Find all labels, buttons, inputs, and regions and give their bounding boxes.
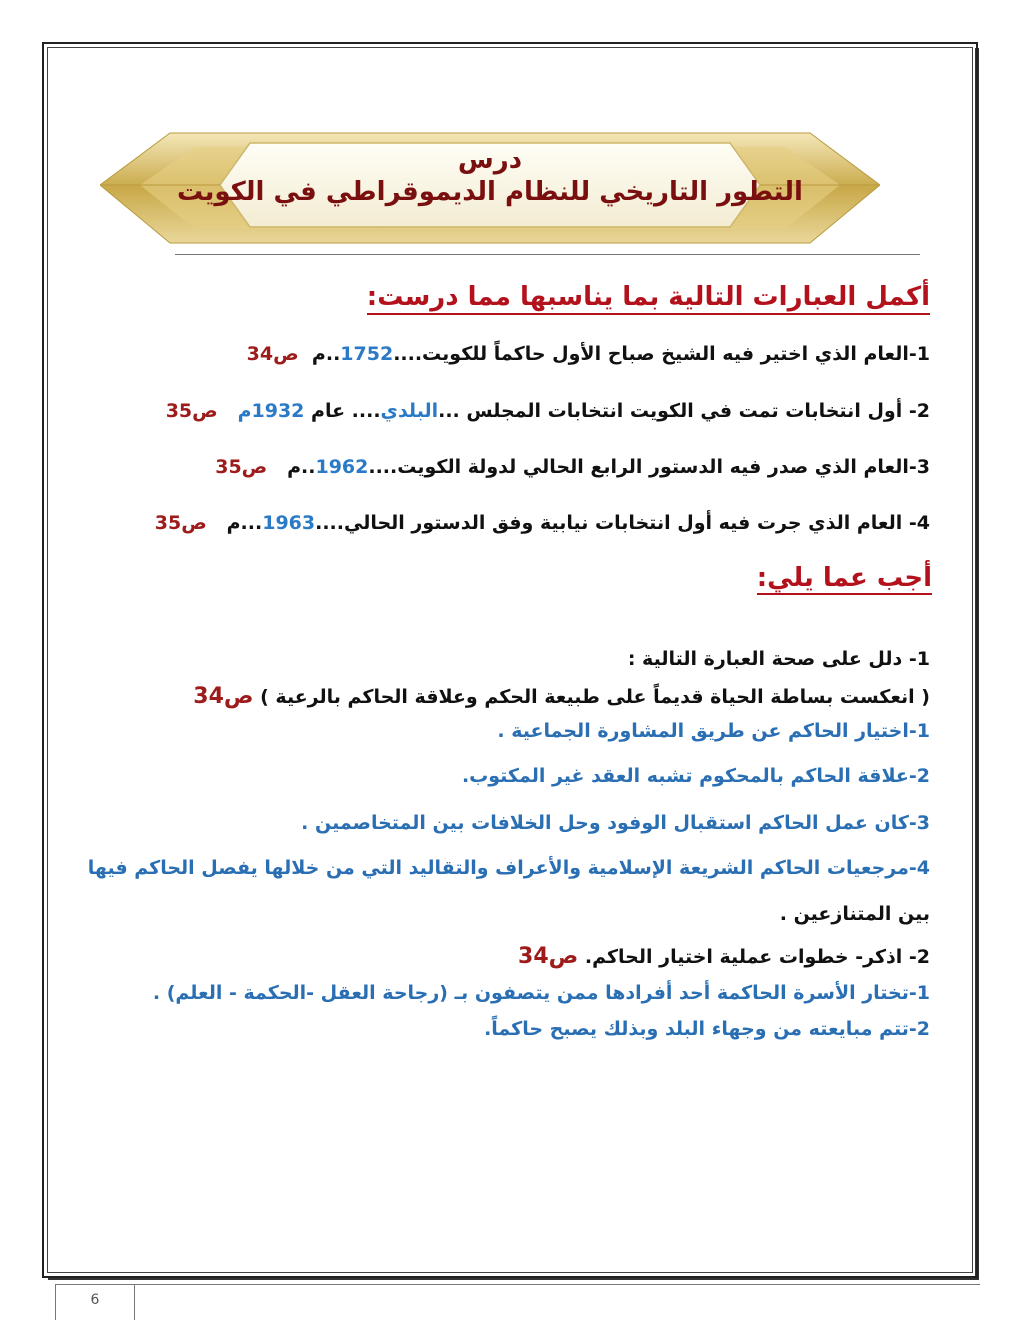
fill-item-2-text: 2- أول انتخابات تمت في الكويت انتخابات المجلس ... xyxy=(438,400,930,422)
fill-item-4-tail: ...م xyxy=(226,512,263,534)
fill-item-2-answer2: 1932م xyxy=(237,400,305,422)
fill-item-1-answer: 1752 xyxy=(340,343,394,365)
title-banner xyxy=(100,125,980,250)
q1-answer-4-continuation: بين المتنازعين . xyxy=(779,903,930,925)
fill-item-4-text: 4- العام الذي جرت فيه أول انتخابات نيابية وفق الدستور الحالي.... xyxy=(315,512,930,534)
fill-item-1-page: ص34 xyxy=(246,343,299,365)
fill-item-2-middle: .... عام xyxy=(304,400,381,422)
q1-statement-row xyxy=(193,684,930,709)
q2-answer-1: 1-تختار الأسرة الحاكمة أحد أفرادها ممن يتصفون بـ (رجاحة العقل -الحكمة - العلم) . xyxy=(152,982,930,1004)
section1-heading: أكمل العبارات التالية بما يناسبها مما درست: xyxy=(367,282,930,315)
fill-item-3-tail: ..م xyxy=(287,456,316,478)
title-divider xyxy=(175,254,920,255)
q2-answer-2: 2-تتم مبايعته من وجهاء البلد وبذلك يصبح حاكماً. xyxy=(484,1018,930,1040)
fill-item-3 xyxy=(215,456,930,478)
q1-page: ص34 xyxy=(193,684,254,709)
q2-prompt: 2- اذكر- خطوات عملية اختيار الحاكم. xyxy=(584,946,930,968)
fill-item-3-text: 3-العام الذي صدر فيه الدستور الرابع الحالي لدولة الكويت.... xyxy=(368,456,930,478)
page-number: 6 xyxy=(90,1292,100,1308)
q1-prompt: 1- دلل على صحة العبارة التالية : xyxy=(627,648,930,670)
lesson-label: درس xyxy=(457,145,523,175)
fill-item-3-page: ص35 xyxy=(215,456,268,478)
fill-item-2-answer: البلدي xyxy=(380,400,439,422)
lesson-title: التطور التاريخي للنظام الديموقراطي في الكويت xyxy=(177,177,803,207)
fill-item-1 xyxy=(247,343,930,365)
footer-rule xyxy=(135,1284,980,1285)
q1-answer-3: 3-كان عمل الحاكم استقبال الوفود وحل الخلافات بين المتخاصمين . xyxy=(301,812,930,834)
fill-item-4-page: ص35 xyxy=(154,512,207,534)
fill-item-4-answer: 1963 xyxy=(262,512,316,534)
fill-item-2-page: ص35 xyxy=(165,400,218,422)
q2-page: ص34 xyxy=(518,944,579,969)
q1-answer-4: 4-مرجعيات الحاكم الشريعة الإسلامية والأعراف والتقاليد التي من خلالها يفصل الحاكم فيها xyxy=(87,857,930,879)
q1-answer-1: 1-اختيار الحاكم عن طريق المشاورة الجماعية . xyxy=(497,720,930,742)
q1-statement: ( انعكست بساطة الحياة قديماً على طبيعة الحكم وعلاقة الحاكم بالرعية ) xyxy=(260,686,930,708)
fill-item-1-text: 1-العام الذي اختير فيه الشيخ صباح الأول حاكماً للكويت.... xyxy=(393,343,930,365)
fill-item-3-answer: 1962 xyxy=(315,456,369,478)
fill-item-4 xyxy=(155,512,930,534)
fill-item-1-tail: ..م xyxy=(311,343,341,365)
fill-item-2 xyxy=(166,400,930,422)
q2-prompt-row xyxy=(518,944,930,969)
q1-answer-2: 2-علاقة الحاكم بالمحكوم تشبه العقد غير المكتوب. xyxy=(461,765,930,787)
section2-heading: أجب عما يلي: xyxy=(756,563,932,593)
